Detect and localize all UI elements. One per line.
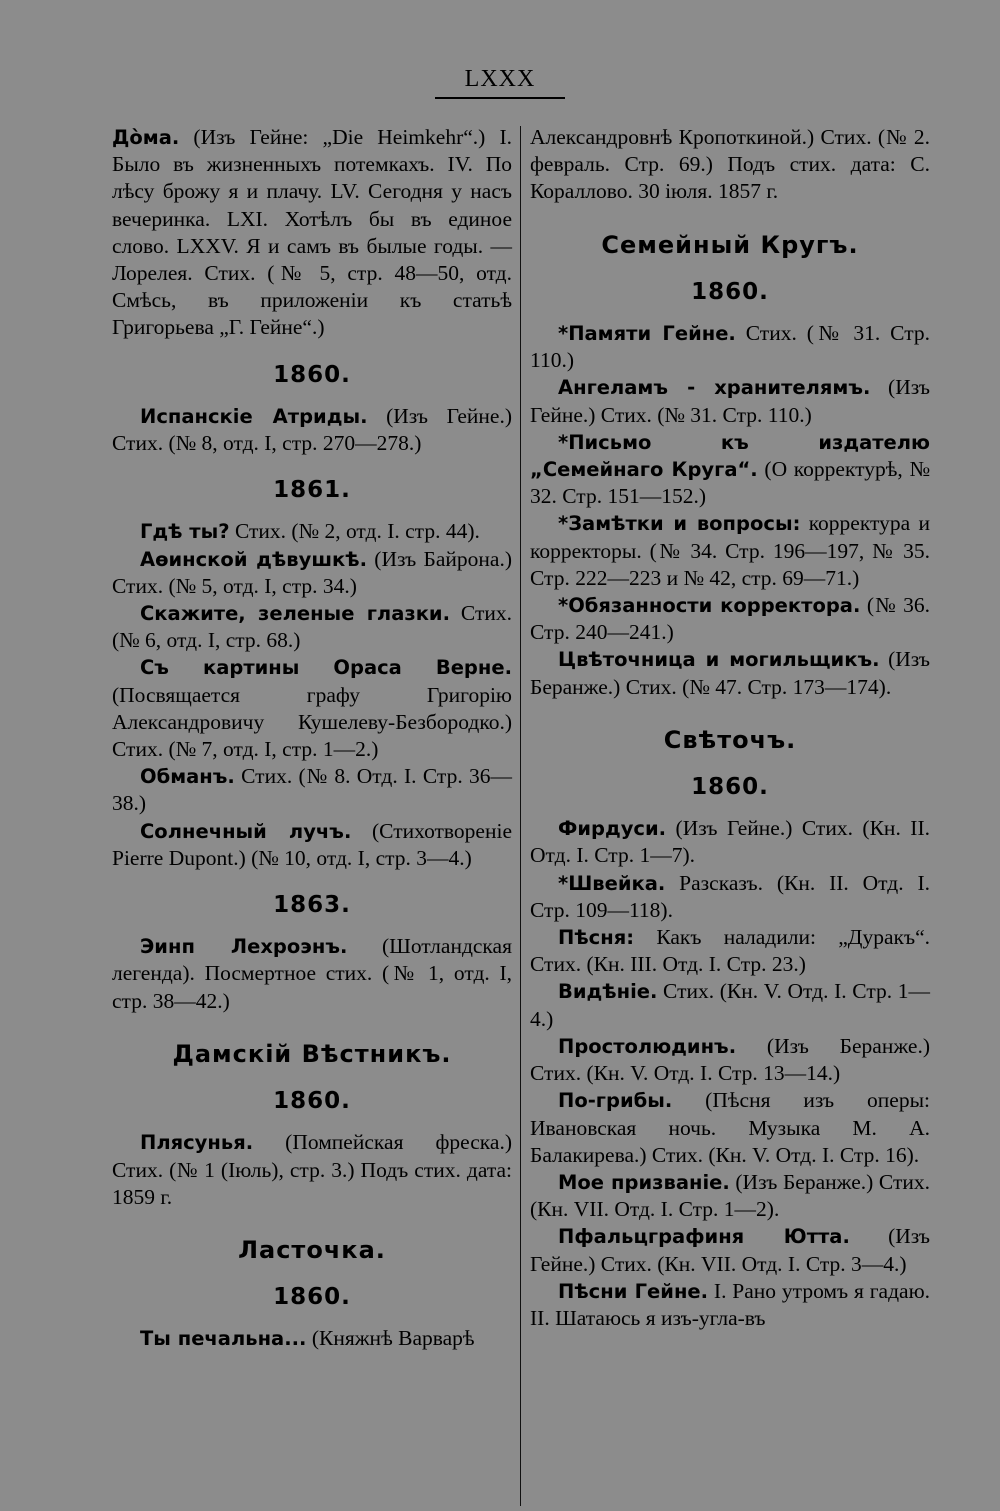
bibliography-entry bbox=[530, 374, 930, 428]
bibliography-entry bbox=[112, 933, 512, 1015]
entry-details: Стих. (№ 6, отд. I, стр. 68.) bbox=[112, 601, 512, 653]
entry-title: Плясунья. bbox=[140, 1131, 254, 1155]
entry-details: (Изъ Гейне: „Die Heimkehr“.) I. Было въ жизненныхъ потемкахъ. IV. По лѣсу брожу я и плачу. LV. Сегодня у насъ вечеринка. LXI. Хотѣлъ бы въ единое слово. LXXV. Я и самъ въ былые годы. — Лорелея. Стих. (№ 5, стр. 48—50, отд. Смѣсь, въ приложеніи къ статьѣ Григорьева „Г. Гейне“.) bbox=[112, 125, 512, 340]
entry-title: Испанскіе Атриды. bbox=[140, 404, 368, 428]
year-heading: 1860. bbox=[691, 278, 769, 305]
entry-details: (Пѣсня изъ оперы: Ивановская ночь. Музыка М. А. Балакирева.) Стих. (Кн. V. Отд. I. Стр. 16). bbox=[530, 1088, 930, 1167]
journal-heading: Ласточка. bbox=[238, 1235, 386, 1264]
bibliography-entry bbox=[530, 510, 930, 592]
entry-title: Аѳинской дѣвушкѣ. bbox=[140, 547, 368, 571]
entry-title: Пфальцграфиня Ютта. bbox=[558, 1225, 850, 1249]
bibliography-entry bbox=[530, 646, 930, 700]
entry-details: Стих. (№ 8. Отд. I. Стр. 36—38.) bbox=[112, 764, 512, 816]
entry-title: Цвѣточница и могильщикъ. bbox=[558, 648, 880, 672]
entry-title: Эинп Лехроэнъ. bbox=[140, 935, 348, 959]
bibliography-entry bbox=[112, 403, 512, 457]
entry-title: Обманъ. bbox=[140, 765, 235, 789]
entry-details: Стих. (Кн. V. Отд. I. Стр. 1—4.) bbox=[530, 979, 930, 1031]
column-divider bbox=[520, 126, 521, 1506]
page-header bbox=[0, 66, 1000, 99]
year-heading: 1863. bbox=[273, 892, 351, 919]
entry-details: (Изъ Гейне.) Стих. (Кн. II. Отд. I. Стр. 1—7). bbox=[530, 816, 930, 868]
bibliography-entry bbox=[530, 429, 930, 511]
entry-title: Пѣсня: bbox=[558, 926, 635, 950]
bibliography-entry bbox=[530, 978, 930, 1032]
entry-title: Дòма. bbox=[112, 126, 180, 149]
entry-details: Стих. (№ 31. Стр. 110.) bbox=[530, 321, 930, 373]
year-heading: 1860. bbox=[273, 361, 351, 388]
left-column bbox=[112, 124, 512, 1353]
entry-details: (Княжнѣ Варварѣ bbox=[306, 1326, 475, 1351]
entry-details: (Изъ Беранже.) Стих. (Кн. VII. Отд. I. Стр. 1—2). bbox=[530, 1169, 930, 1222]
entry-title: Гдѣ ты? bbox=[140, 520, 230, 544]
entry-title: Пѣсни Гейне. bbox=[558, 1279, 709, 1303]
entry-details: (Изъ Гейне.) Стих. (Кн. VII. Отд. I. Стр. 3—4.) bbox=[530, 1224, 930, 1276]
entry-details: корректура и корректоры. (№ 34. Стр. 196—197, № 35. Стр. 222—223 и № 42, стр. 69—71.) bbox=[530, 511, 930, 590]
entry-title: *Обязанности корректора. bbox=[558, 594, 861, 618]
bibliography-entry bbox=[112, 518, 512, 545]
entry-details: (Стихотвореніе Pierre Dupont.) (№ 10, отд. I, стр. 3—4.) bbox=[112, 818, 512, 870]
bibliography-entry bbox=[530, 320, 930, 374]
bibliography-entry bbox=[112, 600, 512, 654]
bibliography-entry bbox=[530, 592, 930, 646]
year-heading: 1860. bbox=[691, 774, 769, 801]
entry-title: Мое призваніе. bbox=[558, 1170, 730, 1194]
entry-details: (Посвящается графу Григорію Александровичу Кушелеву-Безбородко.) Стих. (№ 7, отд. I, стр. 1—2.) bbox=[112, 682, 512, 762]
bibliography-entry bbox=[530, 1169, 930, 1223]
bibliography-entry bbox=[530, 870, 930, 924]
bibliography-entry bbox=[112, 1325, 512, 1352]
bibliography-entry bbox=[530, 815, 930, 869]
entry-details: (Изъ Беранже.) Стих. (Кн. V. Отд. I. Стр. 13—14.) bbox=[530, 1033, 930, 1086]
bibliography-entry bbox=[112, 1129, 512, 1211]
entry-title: *Письмо къ издателю „Семейнаго Круга“. bbox=[530, 430, 930, 482]
journal-heading: Дамскій Вѣстникъ. bbox=[172, 1039, 452, 1068]
entry-title: Фирдуси. bbox=[558, 817, 667, 841]
bibliography-entry bbox=[112, 124, 512, 342]
entry-details: (Изъ Гейне.) Стих. (№ 8, отд. I, стр. 270—278.) bbox=[112, 403, 512, 456]
entry-title: Солнечный лучъ. bbox=[140, 819, 352, 843]
entry-title: Простолюдинъ. bbox=[558, 1034, 737, 1058]
entry-details: (Изъ Байрона.) Стих. (№ 5, отд. I, стр. 34.) bbox=[112, 546, 512, 598]
journal-heading: Свѣточъ. bbox=[663, 725, 797, 754]
entry-details: (Шотландская легенда). Посмертное стих. (№ 1, отд. I, стр. 38—42.) bbox=[112, 934, 512, 1013]
bibliography-entry bbox=[112, 818, 512, 872]
page-number: LXXX bbox=[435, 66, 566, 99]
bibliography-entry bbox=[112, 654, 512, 763]
bibliography-entry bbox=[530, 924, 930, 978]
bibliography-entry bbox=[112, 546, 512, 600]
year-heading: 1860. bbox=[273, 1088, 351, 1115]
entry-details: (Помпейская фреска.) Стих. (№ 1 (Іюль), стр. 3.) Подъ стих. дата: 1859 г. bbox=[112, 1130, 512, 1209]
bibliography-entry bbox=[530, 1033, 930, 1087]
entry-title: *Памяти Гейне. bbox=[558, 322, 736, 346]
entry-title: Ангеламъ - хранителямъ. bbox=[558, 376, 871, 400]
entry-title: Видѣніе. bbox=[558, 980, 658, 1004]
year-heading: 1860. bbox=[273, 1284, 351, 1311]
entry-details: (Изъ Беранже.) Стих. (№ 47. Стр. 173—174). bbox=[530, 647, 930, 699]
entry-details: Разсказъ. (Кн. II. Отд. I. Стр. 109—118). bbox=[530, 870, 930, 922]
bibliography-entry bbox=[112, 763, 512, 817]
entry-title: Ты печальна... bbox=[140, 1327, 307, 1351]
entry-details: Стих. (№ 2, отд. I. стр. 44). bbox=[229, 519, 480, 544]
entry-title: *Швейка. bbox=[558, 871, 666, 895]
year-heading: 1861. bbox=[273, 477, 351, 504]
entry-details: I. Рано утромъ я гадаю. II. Шатаюсь я изъ-угла-въ bbox=[530, 1278, 931, 1330]
bibliography-entry bbox=[530, 1087, 930, 1169]
journal-heading: Семейный Кругъ. bbox=[601, 230, 859, 259]
entry-details: (Изъ Гейне.) Стих. (№ 31. Стр. 110.) bbox=[530, 375, 930, 427]
bibliography-entry bbox=[530, 124, 930, 206]
bibliography-entry bbox=[530, 1278, 930, 1332]
bibliography-entry bbox=[530, 1223, 930, 1277]
entry-details: Александровнѣ Кропоткиной.) Стих. (№ 2. февраль. Стр. 69.) Подъ стих. дата: С. Кораллово. 30 іюля. 1857 г. bbox=[530, 125, 930, 204]
entry-title: Скажите, зеленые глазки. bbox=[140, 602, 450, 626]
entry-details: (О корректурѣ, № 32. Стр. 151—152.) bbox=[530, 457, 930, 509]
entry-title: По-грибы. bbox=[558, 1089, 673, 1113]
entry-title: *Замѣтки и вопросы: bbox=[558, 512, 801, 536]
entry-details: Какъ наладили: „Дуракъ“. Стих. (Кн. III. Отд. I. Стр. 23.) bbox=[530, 925, 930, 977]
entry-title: Съ картины Ораса Верне. bbox=[140, 656, 512, 680]
entry-details: (№ 36. Стр. 240—241.) bbox=[530, 593, 930, 645]
right-column bbox=[530, 124, 930, 1332]
